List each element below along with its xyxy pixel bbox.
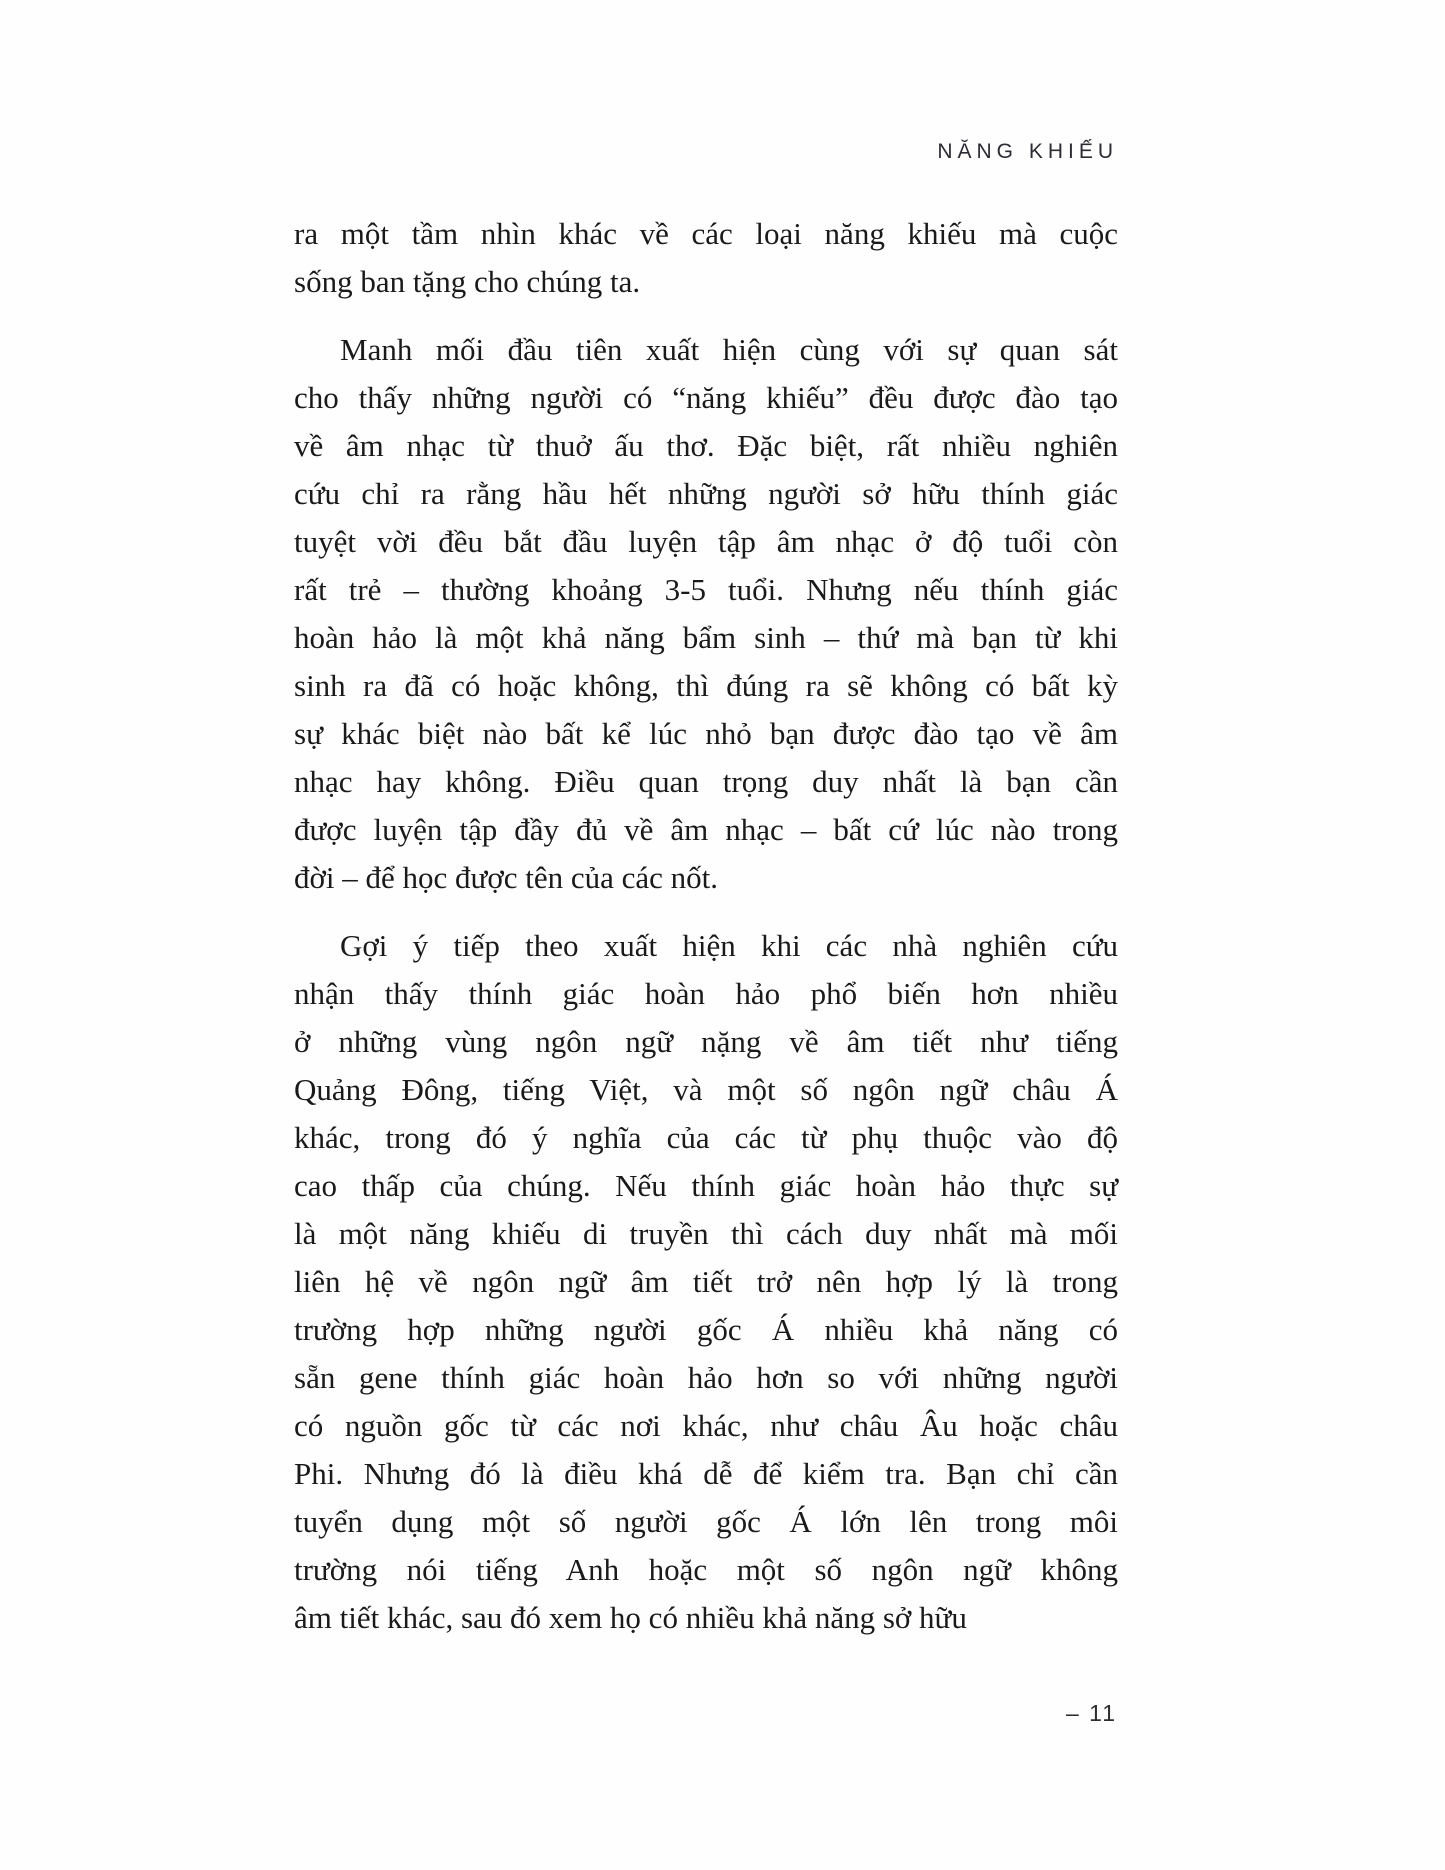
running-header-title: NĂNG KHIẾU — [937, 140, 1118, 163]
text-line: liên hệ về ngôn ngữ âm tiết trở nên hợp lý là trong — [294, 1264, 1118, 1299]
text-line: ra một tầm nhìn khác về các loại năng khiếu mà cuộc — [294, 216, 1118, 251]
text-line: là một năng khiếu di truyền thì cách duy nhất mà mối — [294, 1216, 1118, 1251]
text-line: cho thấy những người có “năng khiếu” đều được đào tạo — [294, 380, 1118, 415]
paragraph — [294, 922, 1118, 1642]
text-line: có nguồn gốc từ các nơi khác, như châu Âu hoặc châu — [294, 1408, 1118, 1443]
text-line: khác, trong đó ý nghĩa của các từ phụ thuộc vào độ — [294, 1120, 1118, 1155]
text-line: sinh ra đã có hoặc không, thì đúng ra sẽ không có bất kỳ — [294, 668, 1118, 703]
text-line: trường hợp những người gốc Á nhiều khả năng có — [294, 1312, 1118, 1347]
paragraph — [294, 210, 1118, 306]
text-line: ở những vùng ngôn ngữ nặng về âm tiết như tiếng — [294, 1024, 1118, 1059]
text-line: Quảng Đông, tiếng Việt, và một số ngôn ngữ châu Á — [294, 1072, 1118, 1107]
text-line: rất trẻ – thường khoảng 3-5 tuổi. Nhưng nếu thính giác — [294, 572, 1118, 607]
text-line: được luyện tập đầy đủ về âm nhạc – bất cứ lúc nào trong — [294, 812, 1118, 847]
text-line: về âm nhạc từ thuở ấu thơ. Đặc biệt, rất nhiều nghiên — [294, 428, 1118, 463]
text-line: âm tiết khác, sau đó xem họ có nhiều khả năng sở hữu — [294, 1600, 967, 1635]
text-line: cao thấp của chúng. Nếu thính giác hoàn hảo thực sự — [294, 1168, 1118, 1203]
text-line: đời – để học được tên của các nốt. — [294, 860, 719, 895]
text-line: sống ban tặng cho chúng ta. — [294, 264, 641, 299]
text-line: tuyệt vời đều bắt đầu luyện tập âm nhạc ở độ tuổi còn — [294, 524, 1118, 559]
page-number: – 11 — [1065, 1700, 1117, 1726]
text-line: Manh mối đầu tiên xuất hiện cùng với sự quan sát — [340, 332, 1118, 367]
running-header — [937, 140, 1118, 164]
text-line: hoàn hảo là một khả năng bẩm sinh – thứ mà bạn từ khi — [294, 620, 1118, 655]
text-line: sẵn gene thính giác hoàn hảo hơn so với những người — [294, 1360, 1118, 1395]
text-line: Gợi ý tiếp theo xuất hiện khi các nhà nghiên cứu — [340, 928, 1118, 963]
text-line: Phi. Nhưng đó là điều khá dễ để kiểm tra. Bạn chỉ cần — [294, 1456, 1118, 1491]
text-line: cứu chỉ ra rằng hầu hết những người sở hữu thính giác — [294, 476, 1118, 511]
text-line: nhận thấy thính giác hoàn hảo phổ biến hơn nhiều — [294, 976, 1118, 1011]
body-text — [294, 210, 1118, 1642]
text-line: nhạc hay không. Điều quan trọng duy nhất là bạn cần — [294, 764, 1118, 799]
paragraph — [294, 326, 1118, 902]
text-line: sự khác biệt nào bất kể lúc nhỏ bạn được đào tạo về âm — [294, 716, 1118, 751]
page-footer — [1066, 1700, 1117, 1727]
text-line: trường nói tiếng Anh hoặc một số ngôn ngữ không — [294, 1552, 1118, 1587]
text-line: tuyển dụng một số người gốc Á lớn lên trong môi — [294, 1504, 1118, 1539]
